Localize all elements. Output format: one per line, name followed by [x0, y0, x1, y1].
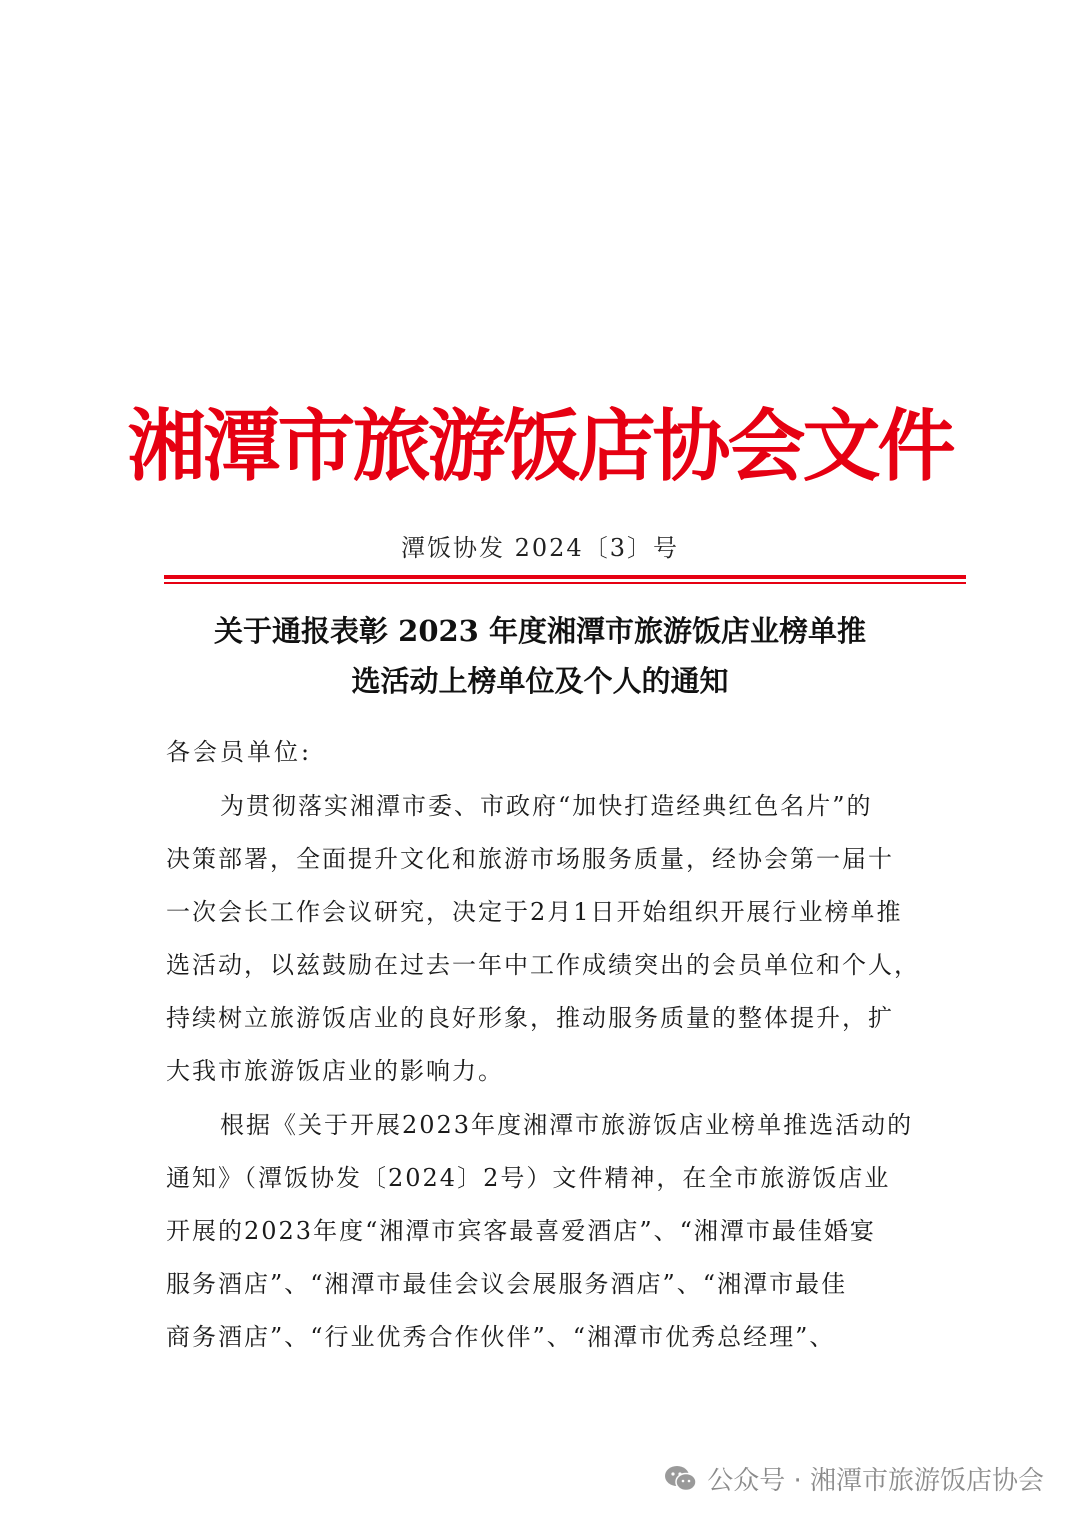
document-title	[150, 606, 930, 706]
document-title-line: 选活动上榜单位及个人的通知	[351, 664, 729, 698]
paragraph-line: 一次会长工作会议研究，决定于2月1日开始组织开展行业榜单推	[166, 898, 903, 926]
watermark-text: 公众号 · 湘潭市旅游饭店协会	[707, 1466, 1044, 1496]
body-paragraph-1	[166, 780, 946, 1098]
paragraph-line: 大我市旅游饭店业的影响力。	[166, 1057, 504, 1085]
document-title-line: 关于通报表彰 2023 年度湘潭市旅游饭店业榜单推	[214, 614, 866, 648]
red-divider-thick	[164, 575, 966, 579]
salutation: 各会员单位:	[166, 738, 313, 766]
paragraph-line: 服务酒店”、“湘潭市最佳会议会展服务酒店”、“湘潭市最佳	[166, 1270, 848, 1298]
body-paragraph-2	[166, 1099, 946, 1364]
paragraph-line: 为贯彻落实湘潭市委、市政府“加快打造经典红色名片”的	[220, 792, 873, 820]
paragraph-line: 通知》（潭饭协发〔2024〕2号）文件精神，在全市旅游饭店业	[166, 1164, 891, 1192]
red-divider-thin	[164, 582, 966, 584]
paragraph-line: 根据《关于开展2023年度湘潭市旅游饭店业榜单推选活动的	[220, 1111, 914, 1139]
wechat-icon	[663, 1464, 699, 1494]
paragraph-line: 决策部署，全面提升文化和旅游市场服务质量，经协会第一届十	[166, 845, 894, 873]
document-number: 潭饭协发 2024〔3〕号	[401, 534, 679, 562]
wechat-watermark	[663, 1460, 1044, 1497]
organization-header: 湘潭市旅游饭店协会文件	[127, 402, 953, 492]
paragraph-line: 商务酒店”、“行业优秀合作伙伴”、“湘潭市优秀总经理”、	[166, 1323, 836, 1351]
paragraph-line: 持续树立旅游饭店业的良好形象，推动服务质量的整体提升，扩	[166, 1004, 894, 1032]
paragraph-line: 开展的2023年度“湘潭市宾客最喜爱酒店”、“湘潭市最佳婚宴	[166, 1217, 876, 1245]
paragraph-line: 选活动，以兹鼓励在过去一年中工作成绩突出的会员单位和个人，	[166, 951, 920, 979]
